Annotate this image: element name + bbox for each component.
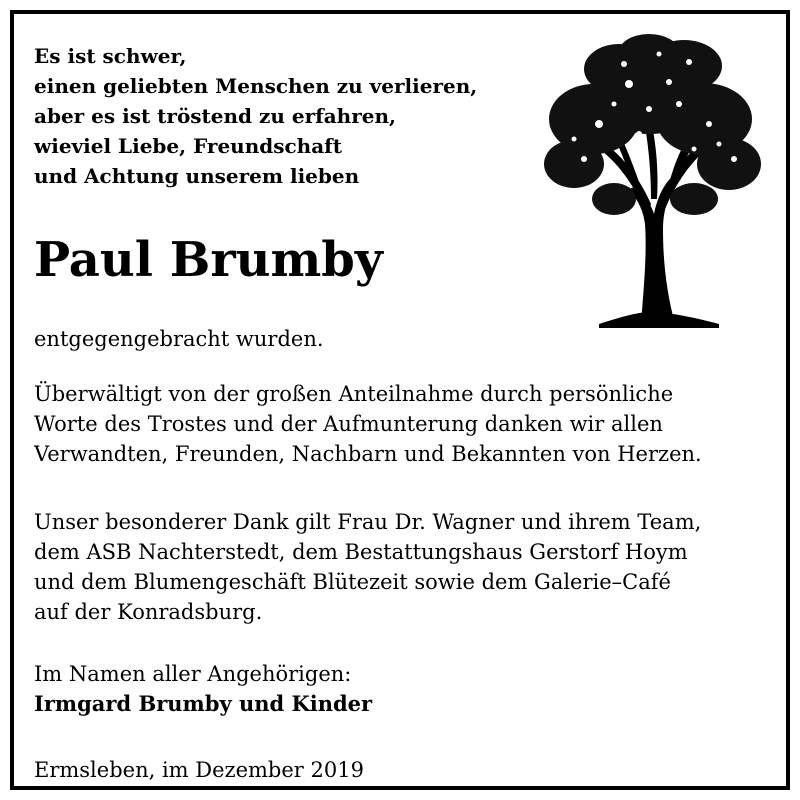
intro-verse xyxy=(34,41,554,191)
text-line: und dem Blumengeschäft Blütezeit sowie dem Galerie–Café xyxy=(34,570,671,594)
text-line: dem ASB Nachterstedt, dem Bestattungshaus Gerstorf Hoym xyxy=(34,540,688,564)
signoff-line: Im Namen aller Angehörigen: xyxy=(34,662,352,686)
signatories: Irmgard Brumby und Kinder xyxy=(34,691,373,716)
intro-line: einen geliebten Menschen zu verlieren, xyxy=(34,74,478,98)
intro-line: Es ist schwer, xyxy=(34,44,187,68)
text-line: Verwandten, Freunden, Nachbarn und Bekannten von Herzen. xyxy=(34,442,702,466)
obituary-card xyxy=(10,10,790,790)
text-line: auf der Konradsburg. xyxy=(34,600,263,624)
text-line: entgegengebracht wurden. xyxy=(34,327,324,351)
thanks-paragraph xyxy=(34,379,774,469)
text-line: Worte des Trostes und der Aufmunterung danken wir allen xyxy=(34,412,663,436)
text-line: Unser besonderer Dank gilt Frau Dr. Wagner und ihrem Team, xyxy=(34,510,702,534)
intro-line: aber es ist tröstend zu erfahren, xyxy=(34,104,396,128)
intro-line: wieviel Liebe, Freundschaft xyxy=(34,134,343,158)
text-line: Ermsleben, im Dezember 2019 xyxy=(34,758,364,782)
text-line: Überwältigt von der großen Anteilnahme durch persönliche xyxy=(34,382,674,406)
tree-icon xyxy=(529,24,769,334)
deceased-name: Paul Brumby xyxy=(34,232,383,288)
intro-line: und Achtung unserem lieben xyxy=(34,164,360,188)
special-thanks-paragraph xyxy=(34,507,774,627)
place-date xyxy=(34,755,774,785)
signoff xyxy=(34,659,774,719)
after-name-text xyxy=(34,324,774,354)
